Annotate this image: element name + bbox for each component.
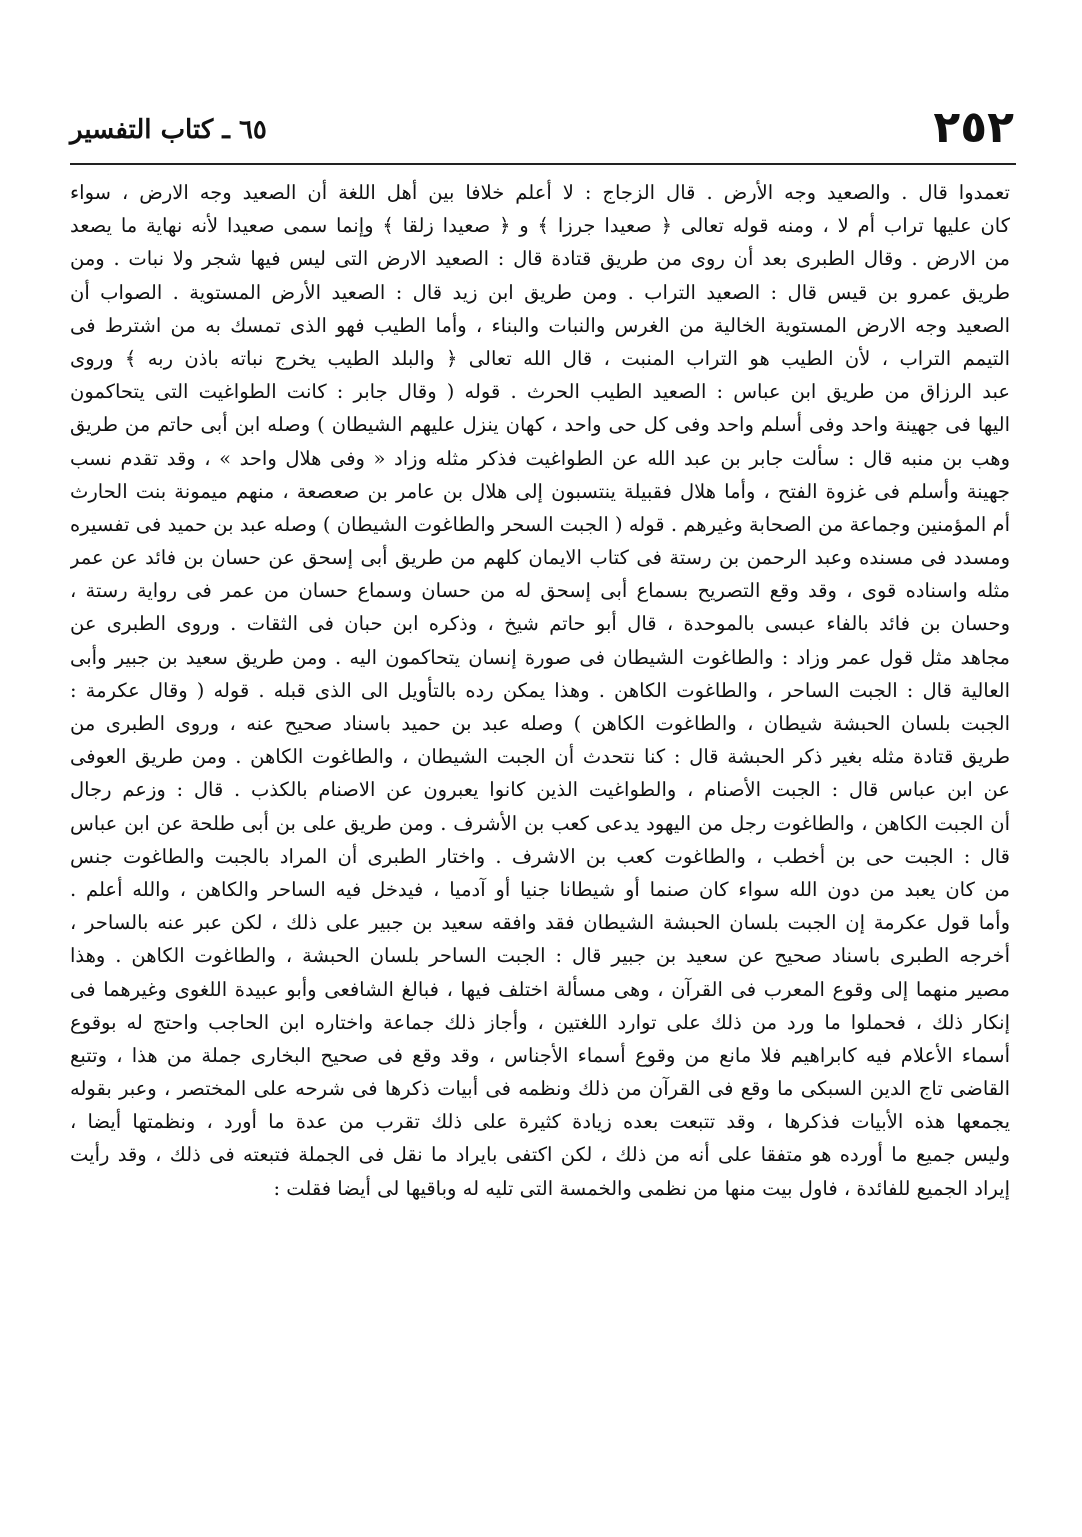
text-line: الجبت بلسان الحبشة شيطان ، والطاغوت الكاهن ) وصله عبد بن حميد باسناد صحيح عنه ، وروى الطبرى من — [70, 712, 1010, 735]
text-line: تعمدوا قال . والصعيد وجه الأرض . قال الزجاج : لا أعلم خلافا بين أهل اللغة أن الصعيد وجه الارض ، سواء — [70, 181, 1010, 204]
text-line: إيراد الجميع للفائدة ، فاول بيت منها من نظمى والخمسة التى تليه له وباقيها لى أيضا فقلت : — [273, 1176, 1010, 1200]
text-line: عبد الرزاق من طريق ابن عباس : الصعيد الطيب الحرث . قوله ( وقال جابر : كانت الطواغيت التى يتحاكمون — [70, 380, 1010, 404]
running-chapter-title: ٦٥ ـ كتاب التفسير — [70, 115, 267, 145]
text-line: أخرجه الطبرى باسناد صحيح عن سعيد بن جبير قال : الجبت الساحر بلسان الحبشة ، والطاغوت الكاهن . وهذا — [70, 944, 1010, 968]
page-number: ٢٥٢ — [933, 102, 1014, 153]
text-line: أم المؤمنين وجماعة من الصحابة وغيرهم . قوله ( الجبت السحر والطاغوت الشيطان ) وصله عبد بن حميد فى تفسيره — [70, 512, 1010, 536]
body-text — [70, 176, 1010, 1205]
text-line: الصعيد وجه الارض المستوية الخالية من الغرس والنبات والبناء ، وأما الطيب فهو الذى تمسك به من اشترط فى — [70, 313, 1010, 337]
header-divider — [70, 163, 1016, 165]
page-header — [70, 98, 1014, 164]
text-line: إنكار ذلك ، فحملوا ما ورد من ذلك على توارد اللغتين ، وأجاز ذلك جماعة واختاره ابن الحاجب واحتج له بوقوع — [70, 1010, 1010, 1034]
text-line: طريق قتادة مثله بغير ذكر الحبشة قال : كنا نتحدث أن الجبت الشيطان ، والطاغوت الكاهن . ومن طريق العوفى — [70, 745, 1010, 769]
text-line: أسماء الأعلام فيه كابراهيم فلا مانع من وقوع أسماء الأجناس ، وقد وقع فى صحيح البخارى جملة من هذا ، وتتبع — [70, 1043, 1010, 1067]
text-line: مصير منهما إلى وقوع المعرب فى القرآن ، وهى مسألة اختلف فيها ، فبالغ الشافعى وأبو عبيدة اللغوى وغيرهما فى — [70, 977, 1010, 1001]
text-line: يجمعها هذه الأبيات فذكرها ، وقد تتبعت بعده زيادة كثيرة على ذلك تقرب من عدة ما أورد ، ونظمتها أيضا ، — [70, 1110, 1010, 1134]
text-line: التيمم التراب ، لأن الطيب هو التراب المنبت ، قال الله تعالى ﴿ والبلد الطيب يخرج نباته باذن ربه ﴾ وروى — [70, 346, 1010, 370]
text-line: طريق عمرو بن قيس قال : الصعيد التراب . ومن طريق ابن زيد قال : الصعيد الأرض المستوية . الصواب أن — [70, 280, 1010, 304]
text-line: عن ابن عباس قال : الجبت الأصنام ، والطواغيت الذين كانوا يعبرون عن الاصنام بالكذب . قال : وزعم رجال — [70, 778, 1010, 802]
text-line: مجاهد مثل قول عمر وزاد : والطاغوت الشيطان فى صورة إنسان يتحاكمون اليه . ومن طريق سعيد بن جبير وأبى — [70, 645, 1010, 669]
text-line: وأما قول عكرمة إن الجبت بلسان الحبشة الشيطان فقد وافقه سعيد بن جبير على ذلك ، لكن عبر عنه بالساحر ، — [70, 911, 1010, 935]
text-line: قال : الجبت حى بن أخطب ، والطاغوت كعب بن الاشرف . واختار الطبرى أن المراد بالجبت والطاغوت جنس — [70, 844, 1010, 868]
text-line: القاضى تاج الدين السبكى ما وقع فى القرآن من ذلك ونظمه فى أبيات ذكرها فى شرحه على المختصر ، وعبر بقوله — [70, 1077, 1010, 1101]
text-line: كان عليها تراب أم لا ، ومنه قوله تعالى ﴿ صعيدا جرزا ﴾ و ﴿ صعيدا زلقا ﴾ وإنما سمى صعيدا لأنه نهاية ما يصعد — [70, 214, 1010, 238]
text-line: ومسدد فى مسنده وعبد الرحمن بن رستة فى كتاب الايمان كلهم من طريق أبى إسحق عن حسان بن فائد عن عمر — [70, 546, 1010, 570]
text-line: من كان يعبد من دون الله سواء كان صنما أو شيطانا جنيا أو آدميا ، فيدخل فيه الساحر والكاهن ، والله أعلم . — [70, 877, 1010, 901]
text-line: مثله واسناده قوى ، وقد وقع التصريح بسماع أبى إسحق له من حسان وسماع حسان من عمر فى رواية رستة ، — [70, 579, 1010, 603]
text-line: العالية قال : الجبت الساحر ، والطاغوت الكاهن . وهذا يمكن رده بالتأويل الى الذى قبله . قوله ( وقال عكرمة : — [70, 678, 1010, 702]
text-line: وهب بن منبه قال : سألت جابر بن عبد الله عن الطواغيت فذكر مثله وزاد « وفى هلال واحد » ، وقد تقدم نسب — [70, 446, 1010, 470]
text-line: أن الجبت الكاهن ، والطاغوت رجل من اليهود يدعى كعب بن الأشرف . ومن طريق على بن أبى طلحة عن ابن عباس — [70, 811, 1010, 835]
text-line: وليس جميع ما أورده هو متفقا على أنه من ذلك ، لكن اكتفى بايراد ما نقل فى الجملة فتبعته فى ذلك ، وقد رأيت — [70, 1143, 1010, 1167]
text-line: من الارض . وقال الطبرى بعد أن روى من طريق قتادة قال : الصعيد الارض التى ليس فيها شجر ولا نبات . ومن — [70, 247, 1010, 271]
text-line: وحسان بن فائد بالفاء عبسى بالموحدة ، قال أبو حاتم شيخ ، وذكره ابن حبان فى الثقات . وروى الطبرى عن — [70, 612, 1010, 636]
text-line: اليها فى جهينة واحد وفى أسلم واحد وفى كل حى واحد ، كهان ينزل عليهم الشيطان ) وصله ابن أبى حاتم من طريق — [70, 413, 1010, 437]
text-line: جهينة وأسلم فى غزوة الفتح ، وأما هلال فقبيلة ينتسبون إلى هلال بن عامر بن صعصعة ، منهم ميمونة بنت الحارث — [70, 479, 1010, 503]
